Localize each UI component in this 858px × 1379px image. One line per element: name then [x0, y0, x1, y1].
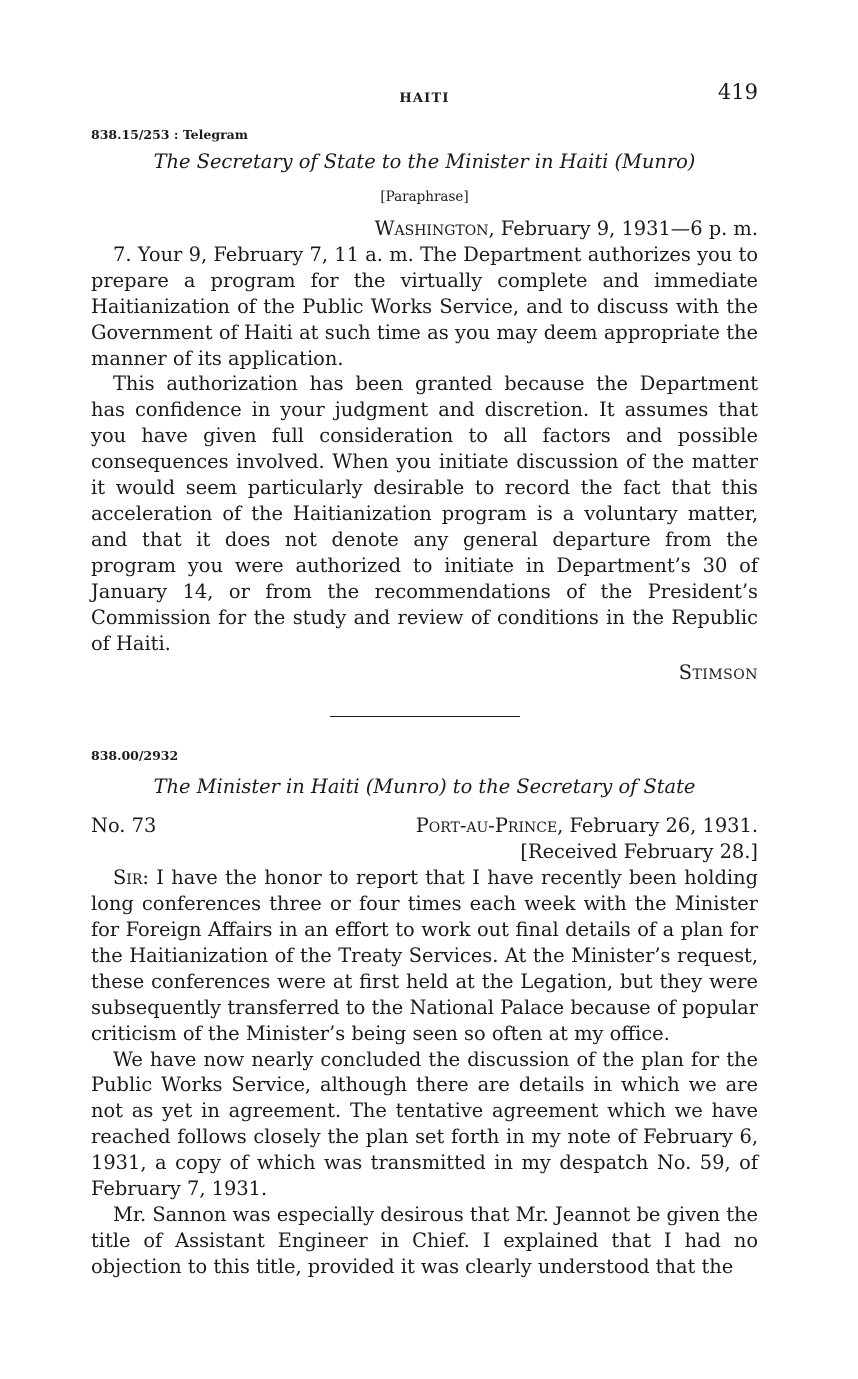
received-note: [Received February 28.]: [520, 840, 758, 864]
body-paragraph: 7. Your 9, February 7, 11 a. m. The Department authorizes you to prepare a program for the virtually complete and immediate Haitianization of the Public Works Service, and to discuss with the Government of Haiti at such time as you may deem appropriate the manner of its application.: [91, 242, 758, 370]
running-title: HAITI: [399, 91, 450, 106]
document-page: [91, 80, 758, 1280]
page-number: 419: [717, 80, 758, 104]
dateline: [416, 813, 758, 839]
dateline-date: February 9, 1931—6 p. m.: [494, 217, 758, 240]
running-header: [91, 80, 758, 114]
despatch-number: No. 73: [91, 814, 157, 838]
section-divider: [330, 716, 520, 717]
file-reference: 838.15/253 : Telegram: [91, 127, 248, 142]
dateline-place: Washington,: [374, 217, 495, 240]
body-paragraph-text: : I have the honor to report that I have recently been holding long conferences three or four times each week with the Minister for Foreign Affairs in an effort to work out final details of a plan for the Haitianization of the Treaty Services. At the Minister’s request, these conferences were at first held at the Legation, but they were subsequently transferred to the National Palace because of popular criticism of the Minister’s being seen so often at my office.: [91, 866, 758, 1045]
body-paragraph: This authorization has been granted because the Department has confidence in your judgment and discretion. It assumes that you have given full consideration to all factors and possible consequences involved. When you initiate discussion of the matter it would seem particularly desirable to record the fact that this acceleration of the Haitianization program is a voluntary matter, and that it does not denote any general departure from the program you were authorized to initiate in Department’s 30 of January 14, or from the recommendations of the President’s Commission for the study and review of conditions in the Republic of Haiti.: [91, 372, 758, 655]
document-title: The Minister in Haiti (Munro) to the Secretary of State: [153, 775, 696, 799]
body-paragraph: Mr. Sannon was especially desirous that Mr. Jeannot be given the title of Assistant Engineer in Chief. I explained that I had no objection to this title, provided it was clearly understood that the: [91, 1203, 758, 1278]
number-and-dateline: [91, 813, 758, 839]
signature: Stimson: [678, 661, 758, 685]
document-title: The Secretary of State to the Minister in Haiti (Munro): [153, 150, 696, 173]
dateline-date: February 26, 1931.: [563, 814, 758, 838]
salutation: Sir: [113, 866, 143, 890]
file-reference: 838.00/2932: [91, 748, 179, 764]
paraphrase-note: [Paraphrase]: [380, 189, 469, 205]
body-paragraph: [91, 865, 758, 1046]
body-paragraph: We have now nearly concluded the discussion of the plan for the Public Works Service, although there are details in which we are not as yet in agreement. The tentative agreement which we have reached follows closely the plan set forth in my note of February 6, 1931, a copy of which was transmitted in my despatch No. 59, of February 7, 1931.: [91, 1047, 758, 1201]
document-despatch: [91, 747, 758, 1279]
dateline: [91, 216, 758, 242]
document-telegram: [91, 126, 758, 686]
dateline-place: Port-au-Prince,: [415, 814, 564, 838]
